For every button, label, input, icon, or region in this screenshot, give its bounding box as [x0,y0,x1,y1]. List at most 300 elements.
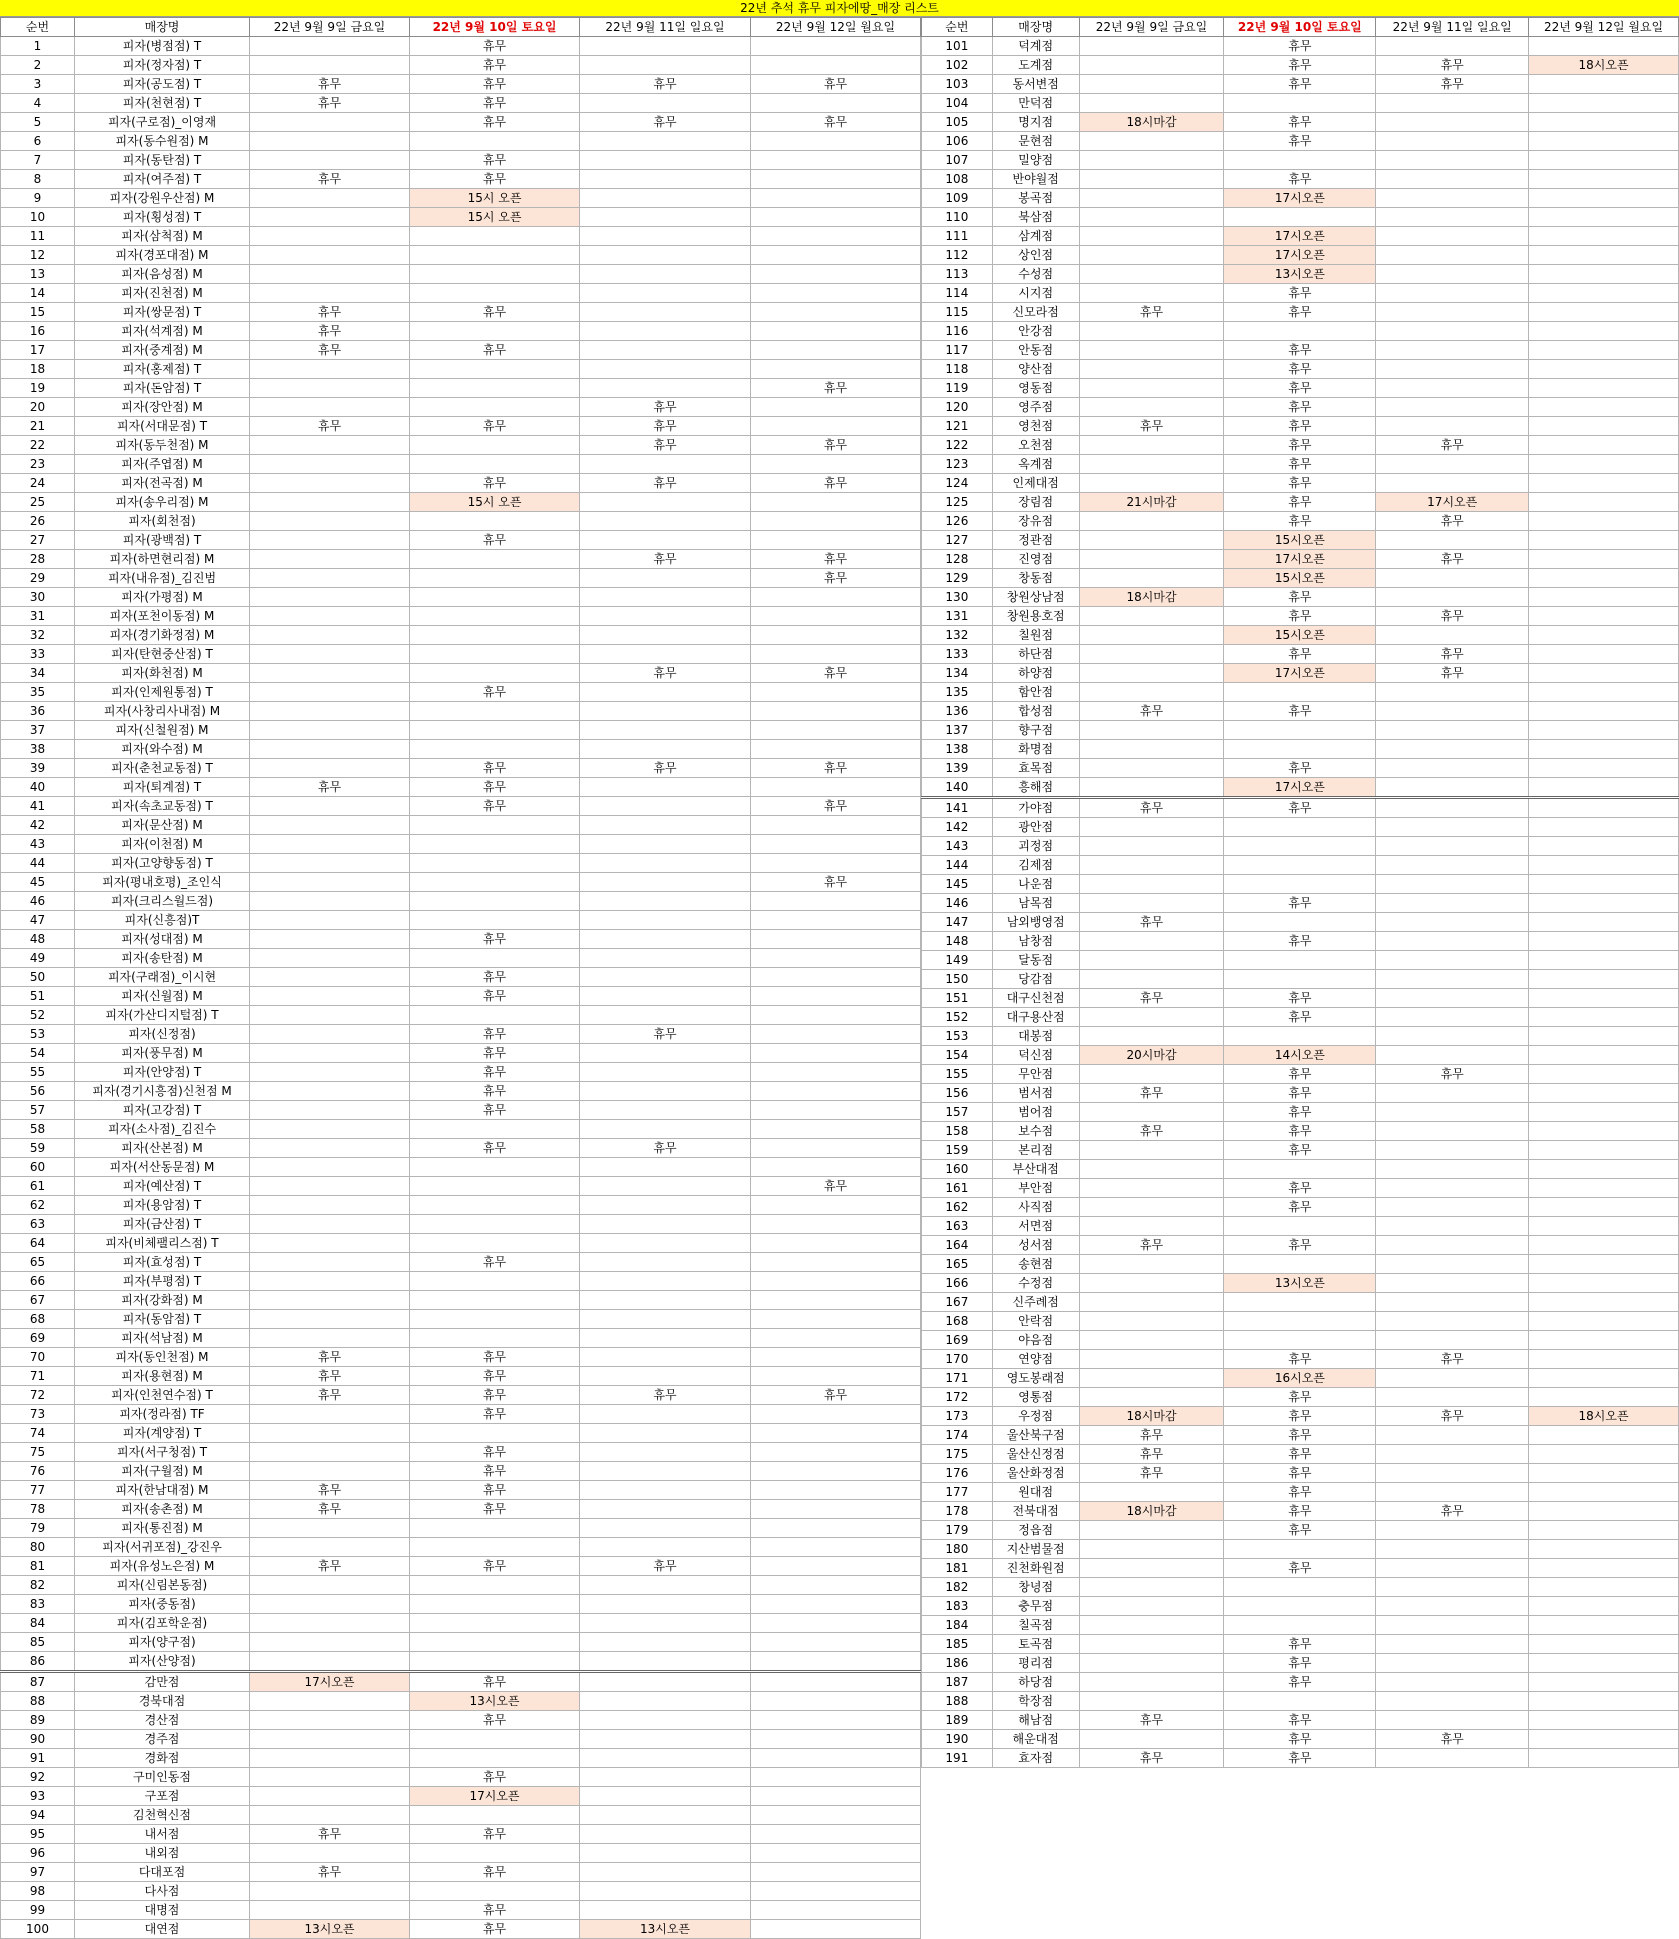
sat-status-cell[interactable]: 휴무 [410,531,580,550]
sat-status-cell[interactable] [410,1806,580,1825]
fri-status-cell[interactable] [1079,1179,1224,1198]
seq-cell[interactable]: 86 [1,1652,75,1672]
mon-status-cell[interactable] [751,493,921,512]
fri-status-cell[interactable] [250,455,410,474]
fri-status-cell[interactable] [1079,436,1224,455]
mon-status-cell[interactable] [751,911,921,930]
store-name-cell[interactable]: 피자(금산점) T [75,1215,250,1234]
store-name-cell[interactable]: 영주점 [992,398,1079,417]
sun-status-cell[interactable] [580,569,751,588]
store-name-cell[interactable]: 정관점 [992,531,1079,550]
fri-status-cell[interactable] [250,911,410,930]
store-name-cell[interactable]: 피자(문산점) M [75,816,250,835]
sun-status-cell[interactable] [1376,1179,1529,1198]
fri-status-cell[interactable] [1079,151,1224,170]
mon-status-cell[interactable] [1529,1483,1679,1502]
mon-status-cell[interactable] [1529,417,1679,436]
sat-status-cell[interactable]: 휴무 [1224,1236,1376,1255]
sat-status-cell[interactable]: 휴무 [410,1825,580,1844]
sat-status-cell[interactable]: 휴무 [1224,1483,1376,1502]
mon-status-cell[interactable] [751,1044,921,1063]
fri-status-cell[interactable] [1079,1065,1224,1084]
seq-cell[interactable]: 83 [1,1595,75,1614]
store-name-cell[interactable]: 피자(포천이동점) M [75,607,250,626]
sun-status-cell[interactable] [580,1101,751,1120]
seq-cell[interactable]: 139 [922,759,993,778]
store-name-cell[interactable]: 울산화정점 [992,1464,1079,1483]
seq-cell[interactable]: 128 [922,550,993,569]
sat-status-cell[interactable] [1224,721,1376,740]
seq-cell[interactable]: 11 [1,227,75,246]
store-name-cell[interactable]: 피자(안양점) T [75,1063,250,1082]
fri-status-cell[interactable] [250,1787,410,1806]
sun-status-cell[interactable] [1376,1293,1529,1312]
mon-status-cell[interactable] [751,1006,921,1025]
sat-status-cell[interactable] [410,322,580,341]
mon-status-cell[interactable] [1529,1331,1679,1350]
sat-status-cell[interactable] [410,1215,580,1234]
sat-status-cell[interactable] [410,1234,580,1253]
store-name-cell[interactable]: 괴정점 [992,837,1079,856]
sun-status-cell[interactable] [580,322,751,341]
mon-status-cell[interactable] [751,94,921,113]
store-name-cell[interactable]: 반야월점 [992,170,1079,189]
seq-cell[interactable]: 188 [922,1692,993,1711]
store-name-cell[interactable]: 피자(인천연수점) T [75,1386,250,1405]
seq-cell[interactable]: 109 [922,189,993,208]
seq-cell[interactable]: 39 [1,759,75,778]
sat-status-cell[interactable]: 휴무 [1224,303,1376,322]
store-name-cell[interactable]: 피자(춘천교동점) T [75,759,250,778]
mon-status-cell[interactable] [751,1253,921,1272]
store-name-cell[interactable]: 영동점 [992,379,1079,398]
sat-status-cell[interactable]: 휴무 [410,968,580,987]
seq-cell[interactable]: 137 [922,721,993,740]
sun-status-cell[interactable] [580,645,751,664]
sat-status-cell[interactable]: 휴무 [410,1253,580,1272]
fri-status-cell[interactable] [1079,1654,1224,1673]
store-name-cell[interactable]: 무안점 [992,1065,1079,1084]
mon-status-cell[interactable] [751,1481,921,1500]
sat-status-cell[interactable] [410,1614,580,1633]
sat-status-cell[interactable]: 휴무 [1224,512,1376,531]
fri-status-cell[interactable]: 휴무 [1079,702,1224,721]
mon-status-cell[interactable] [1529,189,1679,208]
seq-cell[interactable]: 131 [922,607,993,626]
sat-status-cell[interactable] [410,436,580,455]
seq-cell[interactable]: 179 [922,1521,993,1540]
store-name-cell[interactable]: 피자(통진점) M [75,1519,250,1538]
fri-status-cell[interactable] [250,949,410,968]
seq-cell[interactable]: 176 [922,1464,993,1483]
sat-status-cell[interactable]: 13시오픈 [410,1692,580,1711]
fri-status-cell[interactable] [250,284,410,303]
mon-status-cell[interactable] [1529,721,1679,740]
store-name-cell[interactable]: 성서점 [992,1236,1079,1255]
fri-status-cell[interactable] [1079,1369,1224,1388]
fri-status-cell[interactable]: 13시오픈 [250,1920,410,1939]
sun-status-cell[interactable] [580,1749,751,1768]
fri-status-cell[interactable] [250,1652,410,1672]
sat-status-cell[interactable] [410,1006,580,1025]
fri-status-cell[interactable] [1079,645,1224,664]
fri-status-cell[interactable] [1079,894,1224,913]
mon-status-cell[interactable] [751,740,921,759]
store-name-cell[interactable]: 피자(회천점) [75,512,250,531]
mon-status-cell[interactable] [1529,1274,1679,1293]
sat-status-cell[interactable] [1224,1692,1376,1711]
seq-cell[interactable]: 14 [1,284,75,303]
sat-status-cell[interactable] [410,550,580,569]
seq-cell[interactable]: 93 [1,1787,75,1806]
seq-cell[interactable]: 116 [922,322,993,341]
seq-cell[interactable]: 75 [1,1443,75,1462]
sun-status-cell[interactable] [580,1082,751,1101]
mon-status-cell[interactable] [751,1901,921,1920]
sat-status-cell[interactable] [410,1424,580,1443]
mon-status-cell[interactable] [1529,856,1679,875]
mon-status-cell[interactable] [1529,512,1679,531]
sat-status-cell[interactable] [410,455,580,474]
mon-status-cell[interactable] [751,1310,921,1329]
mon-status-cell[interactable] [1529,1559,1679,1578]
mon-status-cell[interactable] [1529,1502,1679,1521]
sat-status-cell[interactable] [1224,1217,1376,1236]
mon-status-cell[interactable] [1529,1122,1679,1141]
fri-status-cell[interactable] [1079,1103,1224,1122]
seq-cell[interactable]: 124 [922,474,993,493]
sun-status-cell[interactable] [1376,322,1529,341]
sun-status-cell[interactable] [580,1576,751,1595]
seq-cell[interactable]: 6 [1,132,75,151]
sun-status-cell[interactable]: 휴무 [580,1557,751,1576]
store-name-cell[interactable]: 대구용산점 [992,1008,1079,1027]
sun-status-cell[interactable] [580,455,751,474]
fri-status-cell[interactable] [1079,626,1224,645]
seq-cell[interactable]: 50 [1,968,75,987]
fri-status-cell[interactable]: 휴무 [1079,1749,1224,1768]
sun-status-cell[interactable]: 휴무 [580,474,751,493]
mon-status-cell[interactable] [1529,778,1679,798]
fri-status-cell[interactable] [1079,683,1224,702]
sat-status-cell[interactable]: 17시오픈 [1224,664,1376,683]
store-name-cell[interactable]: 피자(산양점) [75,1652,250,1672]
store-name-cell[interactable]: 피자(성대점) M [75,930,250,949]
seq-cell[interactable]: 96 [1,1844,75,1863]
store-name-cell[interactable]: 피자(퇴계점) T [75,778,250,797]
sat-status-cell[interactable] [410,702,580,721]
mon-status-cell[interactable] [751,1101,921,1120]
sun-status-cell[interactable]: 휴무 [580,398,751,417]
seq-cell[interactable]: 70 [1,1348,75,1367]
mon-status-cell[interactable] [1529,798,1679,818]
mon-status-cell[interactable] [1529,151,1679,170]
fri-status-cell[interactable]: 휴무 [1079,1445,1224,1464]
store-name-cell[interactable]: 시지점 [992,284,1079,303]
sun-status-cell[interactable] [1376,151,1529,170]
mon-status-cell[interactable] [751,1424,921,1443]
sun-status-cell[interactable]: 휴무 [1376,1407,1529,1426]
mon-status-cell[interactable] [1529,875,1679,894]
store-name-cell[interactable]: 안동점 [992,341,1079,360]
mon-status-cell[interactable] [1529,1179,1679,1198]
seq-cell[interactable]: 119 [922,379,993,398]
sun-status-cell[interactable] [1376,932,1529,951]
seq-cell[interactable]: 31 [1,607,75,626]
sun-status-cell[interactable] [1376,1046,1529,1065]
fri-status-cell[interactable] [1079,1160,1224,1179]
sat-status-cell[interactable]: 휴무 [1224,360,1376,379]
sat-status-cell[interactable] [410,1519,580,1538]
fri-status-cell[interactable] [1079,94,1224,113]
seq-cell[interactable]: 150 [922,970,993,989]
sat-status-cell[interactable] [1224,1312,1376,1331]
store-name-cell[interactable]: 남창점 [992,932,1079,951]
seq-cell[interactable]: 130 [922,588,993,607]
mon-status-cell[interactable] [1529,75,1679,94]
sat-status-cell[interactable]: 휴무 [1224,1122,1376,1141]
fri-status-cell[interactable] [1079,1673,1224,1692]
seq-cell[interactable]: 28 [1,550,75,569]
sat-status-cell[interactable] [410,1538,580,1557]
fri-status-cell[interactable] [250,1291,410,1310]
mon-status-cell[interactable] [1529,1160,1679,1179]
mon-status-cell[interactable] [1529,379,1679,398]
sat-status-cell[interactable]: 휴무 [410,683,580,702]
fri-status-cell[interactable] [250,1730,410,1749]
sun-status-cell[interactable] [1376,683,1529,702]
sun-status-cell[interactable] [580,360,751,379]
fri-status-cell[interactable] [250,1882,410,1901]
seq-cell[interactable]: 13 [1,265,75,284]
sun-status-cell[interactable] [1376,227,1529,246]
seq-cell[interactable]: 5 [1,113,75,132]
store-name-cell[interactable]: 본리점 [992,1141,1079,1160]
seq-cell[interactable]: 24 [1,474,75,493]
store-name-cell[interactable]: 김제점 [992,856,1079,875]
mon-status-cell[interactable] [1529,569,1679,588]
mon-status-cell[interactable] [1529,989,1679,1008]
seq-cell[interactable]: 20 [1,398,75,417]
store-name-cell[interactable]: 광안점 [992,818,1079,837]
sun-status-cell[interactable] [580,702,751,721]
sun-status-cell[interactable] [1376,1103,1529,1122]
sun-status-cell[interactable] [580,1595,751,1614]
sun-status-cell[interactable] [580,778,751,797]
sun-status-cell[interactable] [580,1253,751,1272]
seq-cell[interactable]: 21 [1,417,75,436]
store-name-cell[interactable]: 대봉점 [992,1027,1079,1046]
sat-status-cell[interactable]: 13시오픈 [1224,1274,1376,1293]
fri-status-cell[interactable] [250,436,410,455]
mon-status-cell[interactable] [751,626,921,645]
seq-cell[interactable]: 136 [922,702,993,721]
fri-status-cell[interactable] [1079,970,1224,989]
store-name-cell[interactable]: 상인점 [992,246,1079,265]
sun-status-cell[interactable] [580,1614,751,1633]
fri-status-cell[interactable] [250,227,410,246]
sat-status-cell[interactable]: 휴무 [1224,894,1376,913]
store-name-cell[interactable]: 창원용호점 [992,607,1079,626]
store-name-cell[interactable]: 피자(병점점) T [75,37,250,56]
seq-cell[interactable]: 55 [1,1063,75,1082]
sun-status-cell[interactable] [580,1882,751,1901]
sun-status-cell[interactable] [580,265,751,284]
sat-status-cell[interactable]: 휴무 [410,930,580,949]
mon-status-cell[interactable]: 휴무 [751,75,921,94]
store-name-cell[interactable]: 피자(장안점) M [75,398,250,417]
fri-status-cell[interactable]: 휴무 [250,75,410,94]
fri-status-cell[interactable] [250,1272,410,1291]
mon-status-cell[interactable] [751,284,921,303]
mon-status-cell[interactable] [1529,37,1679,56]
seq-cell[interactable]: 135 [922,683,993,702]
fri-status-cell[interactable]: 휴무 [250,322,410,341]
sat-status-cell[interactable] [410,1844,580,1863]
fri-status-cell[interactable]: 18시마감 [1079,1502,1224,1521]
fri-status-cell[interactable] [1079,1692,1224,1711]
seq-cell[interactable]: 61 [1,1177,75,1196]
mon-status-cell[interactable] [1529,1084,1679,1103]
fri-status-cell[interactable] [250,873,410,892]
mon-status-cell[interactable] [1529,759,1679,778]
fri-status-cell[interactable] [250,702,410,721]
store-name-cell[interactable]: 피자(정라점) TF [75,1405,250,1424]
sat-status-cell[interactable]: 휴무 [1224,1084,1376,1103]
sun-status-cell[interactable] [580,1538,751,1557]
fri-status-cell[interactable] [1079,265,1224,284]
sun-status-cell[interactable]: 휴무 [1376,550,1529,569]
store-name-cell[interactable]: 감만점 [75,1672,250,1692]
sun-status-cell[interactable] [580,1519,751,1538]
seq-cell[interactable]: 147 [922,913,993,932]
sat-status-cell[interactable] [1224,913,1376,932]
seq-cell[interactable]: 153 [922,1027,993,1046]
sat-status-cell[interactable]: 휴무 [1224,1388,1376,1407]
store-name-cell[interactable]: 피자(산본점) M [75,1139,250,1158]
mon-status-cell[interactable] [1529,1217,1679,1236]
mon-status-cell[interactable] [1529,837,1679,856]
sun-status-cell[interactable]: 휴무 [580,113,751,132]
seq-cell[interactable]: 36 [1,702,75,721]
store-name-cell[interactable]: 구미인동점 [75,1768,250,1787]
seq-cell[interactable]: 141 [922,798,993,818]
sat-status-cell[interactable]: 휴무 [410,113,580,132]
fri-status-cell[interactable] [250,132,410,151]
mon-status-cell[interactable]: 휴무 [751,797,921,816]
mon-status-cell[interactable] [751,949,921,968]
seq-cell[interactable]: 92 [1,1768,75,1787]
sun-status-cell[interactable] [580,911,751,930]
fri-status-cell[interactable] [250,835,410,854]
fri-status-cell[interactable] [250,1405,410,1424]
sat-status-cell[interactable]: 휴무 [1224,474,1376,493]
seq-cell[interactable]: 87 [1,1672,75,1692]
seq-cell[interactable]: 74 [1,1424,75,1443]
seq-cell[interactable]: 114 [922,284,993,303]
mon-status-cell[interactable]: 휴무 [751,1386,921,1405]
mon-status-cell[interactable] [1529,94,1679,113]
mon-status-cell[interactable] [751,455,921,474]
store-name-cell[interactable]: 피자(하면현리점) M [75,550,250,569]
mon-status-cell[interactable] [751,1120,921,1139]
fri-status-cell[interactable]: 휴무 [250,1863,410,1882]
seq-cell[interactable]: 52 [1,1006,75,1025]
fri-status-cell[interactable] [250,379,410,398]
seq-cell[interactable]: 158 [922,1122,993,1141]
mon-status-cell[interactable] [1529,1046,1679,1065]
store-name-cell[interactable]: 하당점 [992,1673,1079,1692]
mon-status-cell[interactable] [1529,1369,1679,1388]
fri-status-cell[interactable] [250,930,410,949]
fri-status-cell[interactable]: 휴무 [250,1348,410,1367]
sun-status-cell[interactable] [580,1443,751,1462]
sun-status-cell[interactable] [580,1044,751,1063]
sat-status-cell[interactable] [1224,1027,1376,1046]
sat-status-cell[interactable]: 휴무 [1224,1464,1376,1483]
fri-status-cell[interactable]: 휴무 [1079,1236,1224,1255]
store-name-cell[interactable]: 피자(가평점) M [75,588,250,607]
sun-status-cell[interactable] [580,721,751,740]
sun-status-cell[interactable] [580,531,751,550]
store-name-cell[interactable]: 피자(신흥점)T [75,911,250,930]
mon-status-cell[interactable] [1529,588,1679,607]
sun-status-cell[interactable] [1376,94,1529,113]
seq-cell[interactable]: 57 [1,1101,75,1120]
seq-cell[interactable]: 62 [1,1196,75,1215]
sun-status-cell[interactable] [1376,170,1529,189]
seq-cell[interactable]: 40 [1,778,75,797]
mon-status-cell[interactable] [751,1139,921,1158]
sat-status-cell[interactable]: 17시오픈 [1224,246,1376,265]
seq-cell[interactable]: 45 [1,873,75,892]
sun-status-cell[interactable] [1376,1369,1529,1388]
store-name-cell[interactable]: 울산북구점 [992,1426,1079,1445]
store-name-cell[interactable]: 피자(서귀포점)_강진우 [75,1538,250,1557]
sat-status-cell[interactable]: 휴무 [1224,798,1376,818]
seq-cell[interactable]: 82 [1,1576,75,1595]
sun-status-cell[interactable] [580,284,751,303]
sat-status-cell[interactable]: 휴무 [1224,1198,1376,1217]
store-name-cell[interactable]: 피자(예산점) T [75,1177,250,1196]
sun-status-cell[interactable] [1376,1445,1529,1464]
mon-status-cell[interactable] [751,1806,921,1825]
mon-status-cell[interactable] [751,892,921,911]
store-name-cell[interactable]: 피자(중계점) M [75,341,250,360]
sat-status-cell[interactable] [410,360,580,379]
mon-status-cell[interactable] [1529,1673,1679,1692]
sat-status-cell[interactable] [410,835,580,854]
mon-status-cell[interactable] [751,360,921,379]
sat-status-cell[interactable] [410,588,580,607]
store-name-cell[interactable]: 피자(경기시흥점)신천점 M [75,1082,250,1101]
store-name-cell[interactable]: 피자(비체팰리스점) T [75,1234,250,1253]
store-name-cell[interactable]: 피자(경기화정점) M [75,626,250,645]
fri-status-cell[interactable] [250,1310,410,1329]
fri-status-cell[interactable] [250,151,410,170]
sun-status-cell[interactable] [580,246,751,265]
store-name-cell[interactable]: 우정점 [992,1407,1079,1426]
sun-status-cell[interactable] [1376,1312,1529,1331]
mon-status-cell[interactable] [1529,1445,1679,1464]
fri-status-cell[interactable] [250,56,410,75]
mon-status-cell[interactable] [751,1844,921,1863]
fri-status-cell[interactable] [250,1576,410,1595]
sun-status-cell[interactable] [1376,398,1529,417]
sun-status-cell[interactable]: 휴무 [580,664,751,683]
store-name-cell[interactable]: 피자(속초교동점) T [75,797,250,816]
seq-cell[interactable]: 41 [1,797,75,816]
